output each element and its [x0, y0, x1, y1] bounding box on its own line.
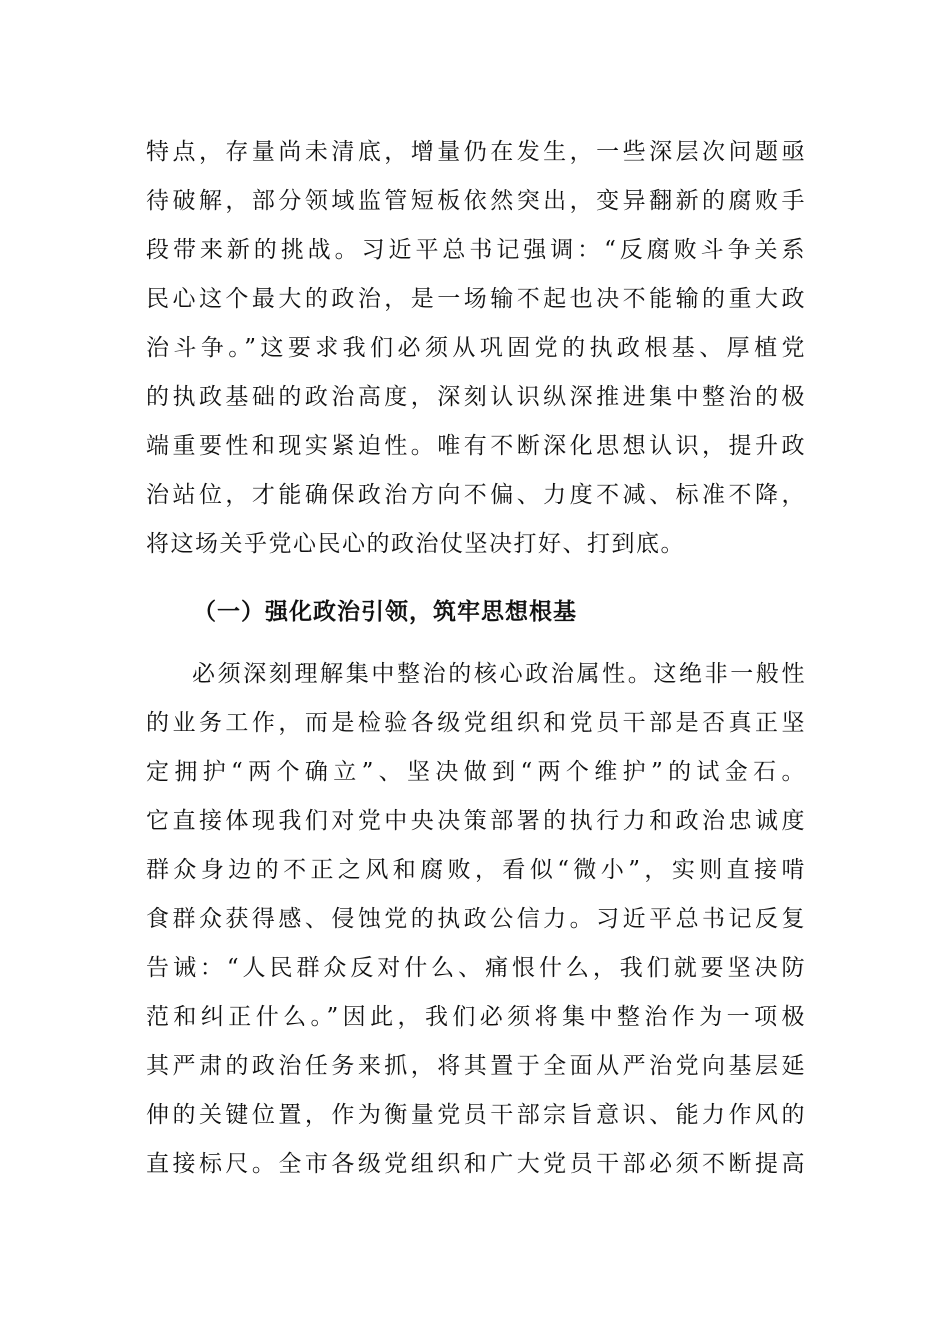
paragraph-2-line: 定拥护“两个确立”、坚决做到“两个维护”的试金石。 [146, 759, 806, 785]
paragraph-2-line: 直接标尺。全市各级党组织和广大党员干部必须不断提高 [146, 1151, 806, 1177]
paragraph-1-line: 将这场关乎党心民心的政治仗坚决打好、打到底。 [146, 531, 685, 557]
paragraph-2-line: 范和纠正什么。”因此，我们必须将集中整治作为一项极 [146, 1004, 806, 1030]
paragraph-2-line: 其严肃的政治任务来抓，将其置于全面从严治党向基层延 [146, 1053, 806, 1079]
paragraph-2-line: 食群众获得感、侵蚀党的执政公信力。习近平总书记反复 [146, 906, 806, 932]
section-heading: （一）强化政治引领，筑牢思想根基 [193, 599, 577, 625]
paragraph-2 [146, 650, 806, 1189]
paragraph-2-line: 群众身边的不正之风和腐败，看似“微小”，实则直接啃 [146, 857, 806, 883]
paragraph-2-line: 的业务工作，而是检验各级党组织和党员干部是否真正坚 [146, 710, 806, 736]
paragraph-2-line: 必须深刻理解集中整治的核心政治属性。这绝非一般性 [192, 661, 806, 687]
paragraph-1-line: 治斗争。”这要求我们必须从巩固党的执政根基、厚植党 [146, 335, 806, 361]
paragraph-2-line: 它直接体现我们对党中央决策部署的执行力和政治忠诚度 [146, 808, 806, 834]
paragraph-1-line: 治站位，才能确保政治方向不偏、力度不减、标准不降， [146, 482, 806, 508]
paragraph-2-line: 告诫：“人民群众反对什么、痛恨什么，我们就要坚决防 [146, 955, 806, 981]
paragraph-1-line: 民心这个最大的政治，是一场输不起也决不能输的重大政 [146, 286, 806, 312]
paragraph-1-line: 特点，存量尚未清底，增量仍在发生，一些深层次问题亟 [146, 139, 806, 165]
paragraph-1-line: 的执政基础的政治高度，深刻认识纵深推进集中整治的极 [146, 384, 806, 410]
paragraph-1-line: 端重要性和现实紧迫性。唯有不断深化思想认识，提升政 [146, 433, 806, 459]
paragraph-1-line: 段带来新的挑战。习近平总书记强调：“反腐败斗争关系 [146, 237, 806, 263]
paragraph-1-line: 待破解，部分领域监管短板依然突出，变异翻新的腐败手 [146, 188, 806, 214]
paragraph-2-line: 伸的关键位置，作为衡量党员干部宗旨意识、能力作风的 [146, 1102, 806, 1128]
paragraph-1 [146, 128, 806, 569]
